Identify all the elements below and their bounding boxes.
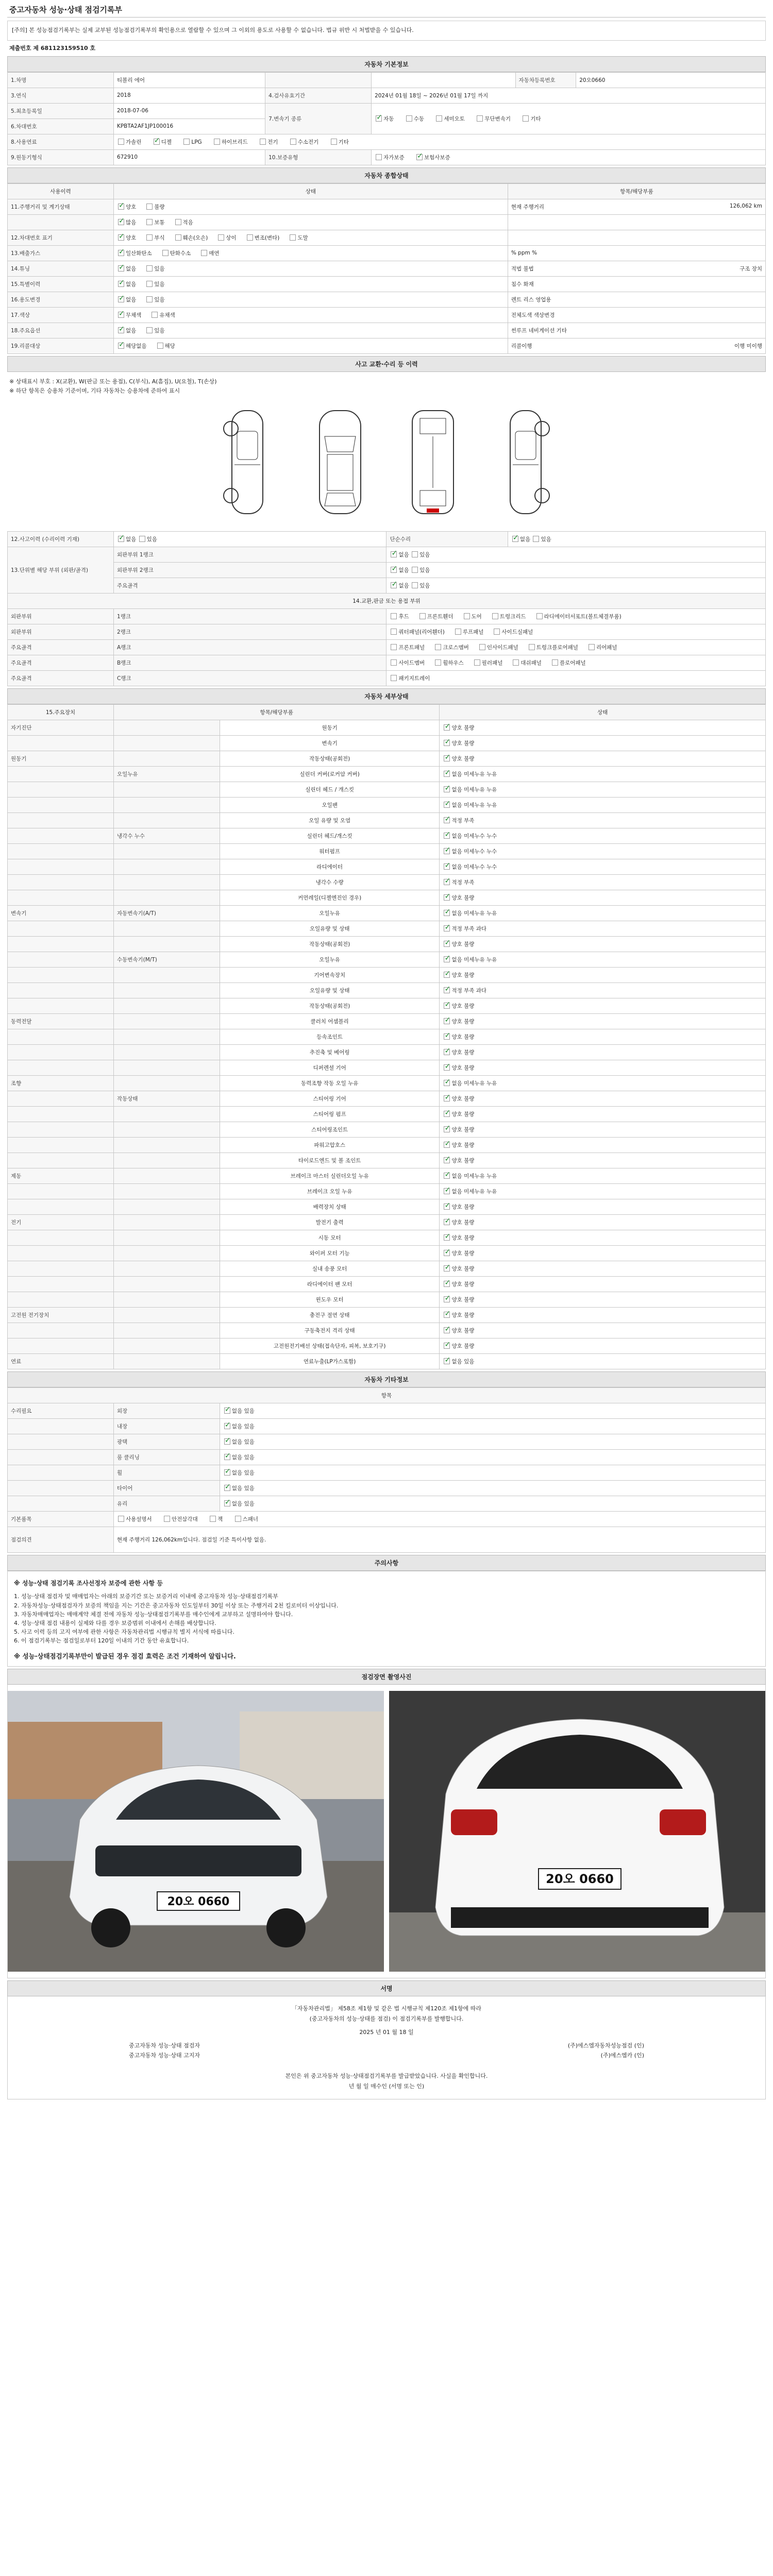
label: 8.사용연료 <box>8 134 114 149</box>
table-row: 타이어 ✓ 없음 있음 <box>8 1480 766 1496</box>
checkbox <box>444 1049 450 1055</box>
checkbox <box>391 613 397 619</box>
warranty-options: 자가보증 ✓ 보험사보증 <box>372 149 766 165</box>
checkbox <box>444 1157 450 1163</box>
table-row: 전기 발전기 출력 ✓ 양호 불량 <box>8 1214 766 1230</box>
checkbox <box>444 863 450 870</box>
checkbox <box>513 659 519 666</box>
table-row: 변속기 자동변속기(A/T) 오일누유 ✓ 없음 미세누유 누유 <box>8 905 766 921</box>
checkbox <box>118 219 124 225</box>
detail-table: 15.주요장치 항목/해당부품 상태 자기진단 원동기 ✓ 양호 불량 변속기 ✓ 양호 불량 원동기 작동상태(공회전) ✓ 양호 불량 오일누유 실린더 커버(로커암 커버) ✓ 없음 미세누유 누유 실린더 헤드 / 개스킷 ✓ 없음 미세누유 누유 오일팬 ✓ 없음 미세누유 누유 오일 유량 및 오염 ✓ 적정 부족 냉각수 누수 실린더 헤드/개스킷 ✓ 없음 미세누수 누수 워터펌프 ✓ 없음 미세누수 누수 라디에이터 ✓ 없음 미세누수 누수 냉각수 수량 ✓ 적정 부족 커먼레일(디젤엔진인 경우) ✓ 양호 불량 변속기 자동변속기(A/T) 오일누유 ✓ 없음 미세누유 누유 오일유량 및 상태 ✓ 적정 부족 과다 작동상태(공회전) ✓ 양호 불량 수동변속기(M/T) 오일누유 ✓ 없음 미세누유 누유 기어변속장치 ✓ 양호 불량 오일유량 및 상태 ✓ 적정 부족 과다 작동상태(공회전) ✓ 양호 불량 동력전달 클러치 어셈블리 ✓ 양호 불량 등속조인트 ✓ 양호 불량 추진축 및 베어링 ✓ 양호 불량 디퍼렌셜 기어 ✓ 양호 불량 조향 동력조향 작동 오일 누유 ✓ 없음 미세누유 누유 작동상태 스티어링 기어 ✓ 양호 불량 스티어링 펌프 ✓ 양호 불량 스티어링조인트 ✓ 양호 불량 파워고압호스 ✓ 양호 불량 타이로드엔드 및 볼 조인트 ✓ 양호 불량 제동 브레이크 마스터 실린더오일 누유 ✓ 없음 미세누유 누유 브레이크 오일 누유 ✓ 없음 미세누유 누유 배력장치 상태 ✓ 양호 불량 전기 발전기 출력 ✓ 양호 불량 시동 모터 ✓ 양호 불량 와이퍼 모터 기능 ✓ 양호 불량 실내 송풍 모터 ✓ 양호 불량 라디에이터 팬 모터 ✓ 양호 불량 윈도우 모터 ✓ 양호 불량 고전원 전기장치 충전구 절연 상태 ✓ 양호 불량 구동축전지 격리 상태 ✓ 양호 불량 고전원전기배선 상태(접속단자, 피복, 보호기구) ✓ 양호 불량 연료 연료누출(LP가스포함) ✓ 없음 있음 <box>7 704 766 1369</box>
table-row: 수리필요 외장 ✓ 없음 있음 <box>8 1403 766 1418</box>
checkbox <box>224 1469 230 1476</box>
car-right-side-icon <box>490 405 562 519</box>
checkbox <box>376 115 382 122</box>
checkbox <box>444 894 450 901</box>
table-row: 오일 유량 및 오염 ✓ 적정 부족 <box>8 812 766 828</box>
checkbox <box>146 234 153 241</box>
table-row: 스티어링조인트 ✓ 양호 불량 <box>8 1122 766 1137</box>
table-row: 냉각수 수량 ✓ 적정 부족 <box>8 874 766 890</box>
table-row: 13.배출가스 ✓ 일산화탄소 탄화수소 매연 % ppm % <box>8 245 766 261</box>
rear-car-photo <box>389 1691 765 1972</box>
checkbox <box>444 1033 450 1040</box>
checkbox <box>479 644 485 650</box>
checkbox <box>474 659 480 666</box>
checkbox <box>391 629 397 635</box>
checkbox <box>444 956 450 962</box>
checkbox <box>290 234 296 241</box>
checkbox <box>444 740 450 746</box>
table-row: 작동상태(공회전) ✓ 양호 불량 <box>8 998 766 1013</box>
checkbox <box>444 1219 450 1225</box>
checkbox <box>435 644 441 650</box>
table-row: 주요골격 ✓ 없음 있음 <box>8 578 766 593</box>
label: 9.원동기형식 <box>8 149 114 165</box>
checkbox <box>444 1296 450 1302</box>
label: 3.연식 <box>8 88 114 103</box>
table-row: 외판부위 1랭크 후드 프론트휀더 도어 트렁크리드 라디에이터서포트(볼트체결부품) <box>8 608 766 624</box>
section-header: 주의사항 <box>7 1555 766 1571</box>
checkbox <box>494 629 500 635</box>
label: 자동차등록번호 <box>515 72 576 88</box>
checkbox <box>444 1234 450 1241</box>
checkbox <box>118 265 124 272</box>
checkbox <box>444 755 450 761</box>
front-car-photo <box>8 1691 384 1972</box>
detail-section <box>7 688 766 1369</box>
doc-number-value: 681123159510 <box>40 44 88 52</box>
legend: ※ 상태표시 부호 : X(교환), W(판금 또는 용접), C(부식), A(흠집), U(요철), T(손상) ※ 하단 항목은 승용차 기준이며, 기타 자동차는 승용차에 준하여 표시 <box>9 378 217 395</box>
table-row: 라디에이터 팬 모터 ✓ 양호 불량 <box>8 1276 766 1292</box>
checkbox <box>118 281 124 287</box>
table-row: 실린더 헤드 / 개스킷 ✓ 없음 미세누유 누유 <box>8 782 766 797</box>
table-row: 작동상태(공회전) ✓ 양호 불량 <box>8 936 766 952</box>
table-row: 18.주요옵션 ✓ 없음 있음 썬루프 네비게이션 기타 <box>8 323 766 338</box>
table-row: 19.리콜대상 ✓ 해당없음 해당 리콜이행 이행 미이행 <box>8 338 766 353</box>
table-row: 점검의견 현재 주행거리 126,062km입니다. 점검일 기준 특이사항 없음. <box>8 1527 766 1552</box>
checkbox <box>152 312 158 318</box>
table-row: 주요골격 B랭크 사이드멤버 휠하우스 필러패널 대쉬패널 플로어패널 <box>8 655 766 670</box>
checkbox <box>444 1281 450 1287</box>
checkbox <box>391 659 397 666</box>
table-row: 제동 브레이크 마스터 실린더오일 누유 ✓ 없음 미세누유 누유 <box>8 1168 766 1183</box>
checkbox <box>589 644 595 650</box>
gear-options: ✓ 자동 수동 세미오토 무단변속기 기타 <box>372 103 766 134</box>
doc-number-suffix: 호 <box>90 44 96 52</box>
sign-section: 서명 「자동차관리법」 제58조 제1항 및 같은 법 시행규칙 제120조 제1항에 따라 (중고자동차의 성능·상태를 점검) 이 점검기록부를 발행합니다. 2025 년 01 월 18 일 중고자동차 성능·상태 점검자 (주)에스엠자동차성능점검 (인) 중고자동차 성능·상태 고지자 (주)에스엠카 (인) 본인은 위 중고자동차 성능·상태점검기록부를 발급받았습니다. 사실을 확인합니다. 년 월 일 매수인 (서명 또는 인) <box>7 1980 766 2099</box>
checkbox <box>146 265 153 272</box>
table-row: 동력전달 클러치 어셈블리 ✓ 양호 불량 <box>8 1013 766 1029</box>
checkbox <box>146 204 153 210</box>
checkbox <box>444 1018 450 1024</box>
checkbox <box>444 1327 450 1333</box>
doc-number <box>9 44 766 52</box>
section-header: 자동차 기본정보 <box>7 56 766 72</box>
checkbox <box>444 1250 450 1256</box>
checkbox <box>118 250 124 256</box>
table-row: 자기진단 원동기 ✓ 양호 불량 <box>8 720 766 735</box>
checkbox <box>444 1126 450 1132</box>
svg-text:20오 0660: 20오 0660 <box>546 1872 614 1887</box>
checkbox <box>175 234 181 241</box>
table-row: 외판부위 2랭크 ✓ 없음 있음 <box>8 562 766 578</box>
checkbox <box>224 1500 230 1506</box>
checkbox <box>464 613 470 619</box>
section-header: 사고 교환·수리 등 이력 <box>7 356 766 372</box>
checkbox <box>406 115 412 122</box>
checkbox <box>146 327 153 333</box>
checkbox <box>444 1142 450 1148</box>
checkbox <box>146 219 153 225</box>
checkbox <box>444 817 450 823</box>
inspection-period-value: 2024년 01월 18일 ~ 2026년 01월 17일 까지 <box>372 88 766 103</box>
year-value: 2018 <box>113 88 265 103</box>
table-row: 오일유량 및 상태 ✓ 적정 부족 과다 <box>8 982 766 998</box>
checkbox <box>444 1343 450 1349</box>
table-row: 유리 ✓ 없음 있음 <box>8 1496 766 1511</box>
section-header: 점검장면 촬영사진 <box>7 1669 766 1685</box>
table-row: 디퍼렌셜 기어 ✓ 양호 불량 <box>8 1060 766 1075</box>
table-row: 내장 ✓ 없음 있음 <box>8 1418 766 1434</box>
label: 7.변속기 종류 <box>265 103 372 134</box>
label: 4.검사유효기간 <box>265 88 372 103</box>
checkbox <box>444 1312 450 1318</box>
extra-table: 항목 수리필요 외장 ✓ 없음 있음 내장 ✓ 없음 있음 광택 ✓ 없음 있음 룸 클리닝 ✓ 없음 있음 휠 ✓ 없음 있음 타이어 ✓ 없음 있음 유리 ✓ 없음 있음 기본품목 사용설명서 안전삼각대 잭 스패너 점검의견 현재 주행거리 126,062km입니다. 점검일 기준 특이사항 없음. <box>7 1387 766 1553</box>
table-row: 라디에이터 ✓ 없음 미세누수 누수 <box>8 859 766 874</box>
checkbox <box>444 987 450 993</box>
table-row <box>8 103 766 118</box>
table-row: 조향 동력조향 작동 오일 누유 ✓ 없음 미세누유 누유 <box>8 1075 766 1091</box>
checkbox <box>523 115 529 122</box>
car-left-side-icon <box>211 405 283 519</box>
table-row: 16.용도변경 ✓ 없음 있음 렌트 리스 영업용 <box>8 292 766 307</box>
checkbox <box>175 219 181 225</box>
table-row: 냉각수 누수 실린더 헤드/개스킷 ✓ 없음 미세누수 누수 <box>8 828 766 843</box>
table-row: 타이로드엔드 및 볼 조인트 ✓ 양호 불량 <box>8 1153 766 1168</box>
overall-table: 사용이력 상태 항목/해당부품 11.주행거리 및 계기상태 ✓ 양호 불량 현재 주행거리 126,062 km ✓많음 보통 적음 12.차대번호 표기 ✓ 양호 부식 훼손(오손) 상이 변조(변타) 도말 13.배출가스 ✓ 일산화탄소 탄화수소 매연 % ppm % 14.튜닝 ✓ 없음 있음 적법 불법 구조 장치 15.특별이력 ✓ 없음 있음 침수 화재 16.용도변경 ✓ 없음 있음 렌트 리스 영업용 17.색상 ✓ 무채색 유채색 전체도색 색상변경 18.주요옵션 ✓ 없음 있음 썬루프 네비게이션 기타 19.리콜대상 ✓ 해당없음 해당 리콜이행 이행 미이행 <box>7 183 766 354</box>
table-row: 고전원 전기장치 충전구 절연 상태 ✓ 양호 불량 <box>8 1307 766 1323</box>
checkbox <box>444 802 450 808</box>
table-row: 작동상태 스티어링 기어 ✓ 양호 불량 <box>8 1091 766 1106</box>
damage-table: 12.사고이력 (수리이력 기재) ✓ 없음 있음 단순수리 ✓ 없음 있음 13.단위별 해당 부위 (외판/골격) 외판부위 1랭크 ✓ 없음 있음 외판부위 2랭크 ✓ 없음 있음 주요골격 ✓ 없음 있음 14.교환,판금 또는 용접 부위 외판부위 1랭크 후드 프론트휀더 도어 트렁크리드 라디에이터서포트(볼트체결부품) 외판부위 2랭크 쿼터패널(리어휀더) 루프패널 사이드실패널 주요골격 A랭크 프론트패널 크로스멤버 인사이드패널 트렁크플로어패널 리어패널 주요골격 B랭크 사이드멤버 휠하우스 필러패널 대쉬패널 플로어패널 주요골격 C랭크 패키지트레이 <box>7 531 766 686</box>
checkbox <box>455 629 461 635</box>
table-row: 광택 ✓ 없음 있음 <box>8 1434 766 1449</box>
checkbox <box>118 234 124 241</box>
table-row: 오일팬 ✓ 없음 미세누유 누유 <box>8 797 766 812</box>
car-top-icon <box>304 405 376 519</box>
table-row: 14.튜닝 ✓ 없음 있음 적법 불법 구조 장치 <box>8 261 766 276</box>
table-row: 12.차대번호 표기 ✓ 양호 부식 훼손(오손) 상이 변조(변타) 도말 <box>8 230 766 245</box>
checkbox <box>444 1111 450 1117</box>
checkbox <box>444 771 450 777</box>
label: 5.최초등록일 <box>8 103 114 118</box>
table-row: 13.단위별 해당 부위 (외판/골격) 외판부위 1랭크 ✓ 없음 있음 <box>8 547 766 562</box>
table-row: 주요골격 C랭크 패키지트레이 <box>8 670 766 686</box>
table-row: 룸 클리닝 ✓ 없음 있음 <box>8 1449 766 1465</box>
table-row: 기본품목 사용설명서 안전삼각대 잭 스패너 <box>8 1511 766 1527</box>
table-row: 파워고압호스 ✓ 양호 불량 <box>8 1137 766 1153</box>
extra-section <box>7 1371 766 1553</box>
notes-body: ※ 성능·상태 점검기록 조사선정자 보증에 관한 사항 등 1. 성능·상태 점검자 및 매매업자는 아래의 보증기간 또는 보증거리 이내에 중고자동차 성능·상태점검기록부 2. 자동차성능·상태점검자가 보증의 책임을 지는 기간은 중고자동차 인도일부터 30일 이상 또는 주행거리 2천 킬로미터 이상입니다. 3. 자동차매매업자는 매매계약 체결 전에 자동차 성능·상태점검기록부를 매수인에게 교부하고 설명하여야 합니다. 4. 성능·상태 점검 내용이 실제와 다를 경우 보증범위 이내에서 손해를 배상합니다. 5. 사고 이력 등의 고지 여부에 관한 사항은 자동차관리법 시행규칙 별지 서식에 따릅니다. 6. 이 점검기록부는 점검일로부터 120일 이내의 기간 동안 유효합니다. ※ 성능·상태점검기록부만이 발급된 경우 점검 효력은 조건 기재하여 알립니다. <box>7 1571 766 1667</box>
table-row: 외판부위 2랭크 쿼터패널(리어휀더) 루프패널 사이드실패널 <box>8 624 766 639</box>
label: 10.보증유형 <box>265 149 372 165</box>
checkbox <box>146 296 153 302</box>
table-row <box>8 88 766 103</box>
checkbox <box>444 910 450 916</box>
checkbox <box>444 1188 450 1194</box>
table-row: 워터펌프 ✓ 없음 미세누수 누수 <box>8 843 766 859</box>
section-header: 자동차 종합상태 <box>7 167 766 183</box>
car-diagram <box>7 398 766 531</box>
table-row: 커먼레일(디젤엔진인 경우) ✓ 양호 불량 <box>8 890 766 905</box>
engine-type-value: 672910 <box>113 149 265 165</box>
table-row: 수동변속기(M/T) 오일누유 ✓ 없음 미세누유 누유 <box>8 952 766 967</box>
table-row: 와이퍼 모터 기능 ✓ 양호 불량 <box>8 1245 766 1261</box>
document-title: 중고자동차 성능·상태 점검기록부 <box>7 0 766 18</box>
checkbox <box>444 1204 450 1210</box>
checkbox <box>224 1485 230 1491</box>
table-row: 추진축 및 베어링 ✓ 양호 불량 <box>8 1044 766 1060</box>
table-row: 등속조인트 ✓ 양호 불량 <box>8 1029 766 1044</box>
damage-section <box>7 356 766 686</box>
checkbox <box>162 250 169 256</box>
table-row <box>8 72 766 88</box>
label: 6.차대번호 <box>8 118 114 134</box>
table-row: 오일유량 및 상태 ✓ 적정 부족 과다 <box>8 921 766 936</box>
table-row: 구동축전지 격리 상태 ✓ 양호 불량 <box>8 1323 766 1338</box>
checkbox <box>146 281 153 287</box>
table-row: 연료 연료누출(LP가스포함) ✓ 없음 있음 <box>8 1353 766 1369</box>
checkbox <box>419 613 426 619</box>
checkbox <box>444 941 450 947</box>
checkbox <box>118 343 124 349</box>
table-row <box>8 149 766 165</box>
checkbox <box>444 1080 450 1086</box>
checkbox <box>444 833 450 839</box>
checkbox <box>118 204 124 210</box>
section-header: 자동차 기타정보 <box>7 1371 766 1387</box>
checkbox <box>218 234 224 241</box>
table-row: 기어변속장치 ✓ 양호 불량 <box>8 967 766 982</box>
label: 1.차명 <box>8 72 114 88</box>
checkbox <box>444 786 450 792</box>
table-row: 11.주행거리 및 계기상태 ✓ 양호 불량 현재 주행거리 126,062 km <box>8 199 766 214</box>
opinion-text: 현재 주행거리 126,062km입니다. 점검일 기준 특이사항 없음. <box>113 1527 765 1552</box>
checkbox <box>492 613 498 619</box>
table-row: 스티어링 펌프 ✓ 양호 불량 <box>8 1106 766 1122</box>
basic-info-table <box>7 72 766 165</box>
checkbox <box>444 1003 450 1009</box>
car-name-value: 티볼리 에어 <box>113 72 265 88</box>
checkbox <box>224 1423 230 1429</box>
checkbox <box>118 296 124 302</box>
checkbox <box>201 250 207 256</box>
overall-section <box>7 167 766 354</box>
table-row: 브레이크 오일 누유 ✓ 없음 미세누유 누유 <box>8 1183 766 1199</box>
doc-number-label: 제출번호 제 <box>9 44 39 52</box>
table-row <box>8 134 766 149</box>
table-row: 변속기 ✓ 양호 불량 <box>8 735 766 751</box>
table-row: 12.사고이력 (수리이력 기재) ✓ 없음 있음 단순수리 ✓ 없음 있음 <box>8 531 766 547</box>
table-row: 주요골격 A랭크 프론트패널 크로스멤버 인사이드패널 트렁크플로어패널 리어패널 <box>8 639 766 655</box>
checkbox <box>444 972 450 978</box>
checkbox <box>157 343 163 349</box>
table-row: 휠 ✓ 없음 있음 <box>8 1465 766 1480</box>
table-row: 17.색상 ✓ 무채색 유채색 전체도색 색상변경 <box>8 307 766 323</box>
checkbox <box>529 644 535 650</box>
checkbox <box>444 1265 450 1272</box>
checkbox <box>444 1173 450 1179</box>
table-row: 원동기 작동상태(공회전) ✓ 양호 불량 <box>8 751 766 766</box>
checkbox <box>436 115 442 122</box>
table-row: 고전원전기배선 상태(접속단자, 피복, 보호기구) ✓ 양호 불량 <box>8 1338 766 1353</box>
checkbox <box>247 234 253 241</box>
plate-value: 20오0660 <box>576 72 766 88</box>
table-row: 배력장치 상태 ✓ 양호 불량 <box>8 1199 766 1214</box>
checkbox <box>444 925 450 931</box>
table-row: 오일누유 실린더 커버(로커암 커버) ✓ 없음 미세누유 누유 <box>8 766 766 782</box>
table-row: ✓많음 보통 적음 <box>8 214 766 230</box>
checkbox <box>444 879 450 885</box>
checkbox <box>444 724 450 731</box>
checkbox <box>435 659 441 666</box>
checkbox <box>444 1358 450 1364</box>
first-reg-value: 2018-07-06 <box>113 103 265 118</box>
notes-section <box>7 1555 766 1667</box>
table-row: 시동 모터 ✓ 양호 불량 <box>8 1230 766 1245</box>
checkbox <box>224 1454 230 1460</box>
checkbox <box>391 675 397 681</box>
section-header: 서명 <box>7 1980 766 1996</box>
fuel-options: 가솔린 ✓ 디젤 LPG 하이브리드 전기 수소전기 기타 <box>113 134 765 149</box>
checkbox <box>444 1064 450 1071</box>
basic-info-section <box>7 56 766 165</box>
checkbox <box>224 1408 230 1414</box>
table-row: 15.특별이력 ✓ 없음 있음 침수 화재 <box>8 276 766 292</box>
svg-text:20오 0660: 20오 0660 <box>167 1895 230 1909</box>
checkbox <box>536 613 543 619</box>
vin-value: KPBTA2AF1JP100016 <box>113 118 265 134</box>
section-header: 자동차 세부상태 <box>7 688 766 704</box>
checkbox <box>444 1095 450 1101</box>
car-bottom-icon <box>397 405 469 519</box>
table-row: 윈도우 모터 ✓ 양호 불량 <box>8 1292 766 1307</box>
checkbox <box>224 1438 230 1445</box>
checkbox <box>444 848 450 854</box>
table-row: 실내 송풍 모터 ✓ 양호 불량 <box>8 1261 766 1276</box>
checkbox <box>118 312 124 318</box>
notice-box: [주의] 본 성능점검기록부는 실제 교부된 성능점검기록부의 확인용으로 열람할 수 있으며 그 이외의 용도로 사용할 수 없습니다. 법규 위반 시 처벌받을 수 있습니다. <box>7 21 766 41</box>
photos-section <box>7 1669 766 1978</box>
checkbox <box>477 115 483 122</box>
checkbox <box>118 327 124 333</box>
checkbox <box>391 644 397 650</box>
checkbox <box>552 659 558 666</box>
